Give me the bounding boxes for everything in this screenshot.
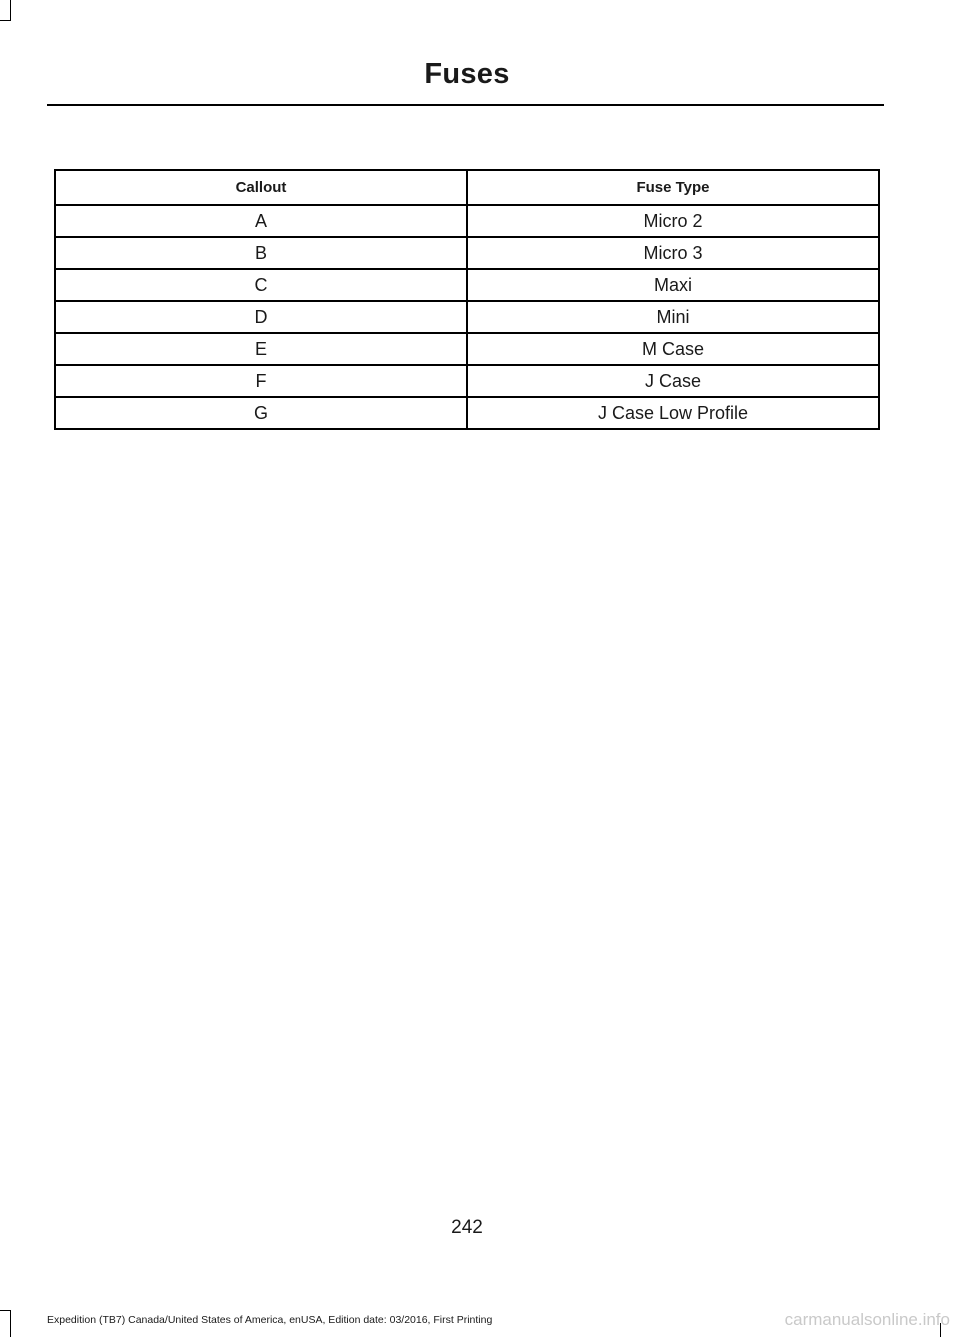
column-header-fuse-type: Fuse Type	[467, 170, 879, 205]
table-row	[55, 205, 879, 237]
footer-edition-info: Expedition (TB7) Canada/United States of America, enUSA, Edition date: 03/2016, First Printing	[47, 1314, 493, 1326]
fuse-type-cell: Maxi	[467, 269, 879, 301]
watermark: carmanualsonline.info	[784, 1310, 950, 1329]
fuse-type-cell: J Case	[467, 365, 879, 397]
table-row	[55, 301, 879, 333]
title-divider	[47, 104, 884, 106]
fuse-type-table	[54, 169, 880, 430]
callout-cell: C	[55, 269, 467, 301]
fuse-type-cell: M Case	[467, 333, 879, 365]
crop-mark	[10, 1310, 11, 1337]
table-row	[55, 237, 879, 269]
fuse-type-cell: Micro 2	[467, 205, 879, 237]
callout-cell: A	[55, 205, 467, 237]
page-title: Fuses	[424, 58, 510, 90]
crop-mark	[0, 20, 11, 21]
table-row	[55, 397, 879, 429]
callout-cell: D	[55, 301, 467, 333]
page-number: 242	[451, 1217, 483, 1238]
callout-cell: F	[55, 365, 467, 397]
callout-cell: G	[55, 397, 467, 429]
crop-mark	[10, 0, 11, 21]
fuse-type-cell: Mini	[467, 301, 879, 333]
callout-cell: E	[55, 333, 467, 365]
table-header-row	[55, 170, 879, 205]
fuse-type-cell: J Case Low Profile	[467, 397, 879, 429]
callout-cell: B	[55, 237, 467, 269]
fuse-type-cell: Micro 3	[467, 237, 879, 269]
table-row	[55, 333, 879, 365]
table-row	[55, 365, 879, 397]
crop-mark	[0, 1310, 11, 1311]
table-row	[55, 269, 879, 301]
column-header-callout: Callout	[55, 170, 467, 205]
